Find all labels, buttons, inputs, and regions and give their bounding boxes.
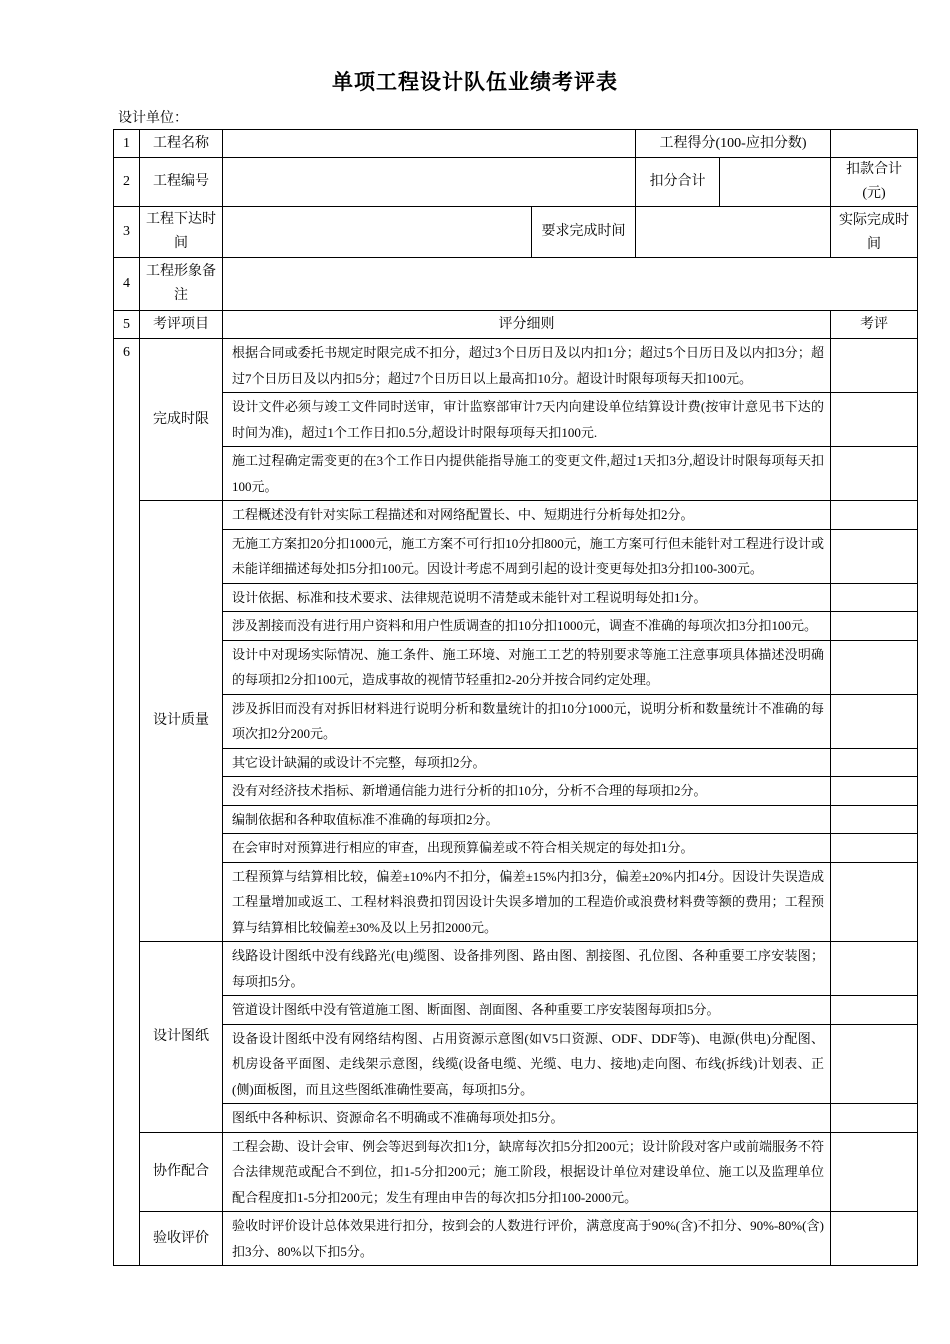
eval-score-cell[interactable] — [831, 612, 918, 641]
required-time-label: 要求完成时间 — [532, 207, 636, 258]
rule-row — [114, 1104, 918, 1133]
actual-time-label: 实际完成时间 — [831, 207, 918, 258]
rule-text: 无施工方案扣20分扣1000元，施工方案不可行扣10分扣800元，施工方案可行但未能针对工程进行设计或未能详细描述每处扣5分扣100元。因设计考虑不周到引起的设计变更每处扣3分扣100-300元。 — [223, 529, 831, 583]
project-code-value[interactable] — [223, 158, 636, 207]
eval-score-cell[interactable] — [831, 942, 918, 996]
rule-text: 设计文件必须与竣工文件同时送审，审计监察部审计7天内向建设单位结算设计费(按审计意见书下达的时间为准)，超过1个工作日扣0.5分,超设计时限每项每天扣100元. — [223, 393, 831, 447]
rule-row — [114, 834, 918, 863]
rule-text: 没有对经济技术指标、新增通信能力进行分析的扣10分，分析不合理的每项扣2分。 — [223, 777, 831, 806]
rule-row — [114, 501, 918, 530]
issue-time-label: 工程下达时间 — [140, 207, 223, 258]
row-number: 1 — [114, 130, 140, 158]
image-note-value[interactable] — [223, 258, 918, 311]
eval-score-cell[interactable] — [831, 1132, 918, 1212]
eval-score-cell[interactable] — [831, 1024, 918, 1104]
rule-row — [114, 447, 918, 501]
eval-header: 考评 — [831, 311, 918, 339]
image-note-label: 工程形象备注 — [140, 258, 223, 311]
design-unit-label: 设计单位： — [118, 111, 188, 126]
deduct-total-value[interactable] — [720, 158, 831, 207]
rule-text: 工程预算与结算相比较，偏差±10%内不扣分，偏差±15%内扣3分，偏差±20%内扣4分。因设计失误造成工程量增加或返工、工程材料浪费扣罚因设计失误多增加的工程造价或浪费材料费等额的费用；工程预算与结算相比较偏差±30%及以上另扣2000元。 — [223, 862, 831, 942]
rule-row — [114, 942, 918, 996]
rule-text: 工程会勘、设计会审、例会等迟到每次扣1分，缺席每次扣5分扣200元；设计阶段对客户或前端服务不符合法律规范或配合不到位，扣1-5分扣200元；施工阶段，根据设计单位对建设单位、施工以及监理单位配合程度扣1-5分扣200元；发生有理由申告的每次扣5分扣100-2000元。 — [223, 1132, 831, 1212]
rule-row — [114, 583, 918, 612]
project-score-value[interactable] — [831, 130, 918, 158]
eval-item-header: 考评项目 — [140, 311, 223, 339]
rule-text: 设备设计图纸中没有网络结构图、占用资源示意图(如V5口资源、ODF、DDF等)、电源(供电)分配图、机房设备平面图、走线架示意图，线缆(设备电缆、光缆、电力、接地)走向图、布线(拆线)计划表、正(侧)面板图，而且这些图纸准确性要高，每项扣5分。 — [223, 1024, 831, 1104]
eval-score-cell[interactable] — [831, 583, 918, 612]
row-number: 5 — [114, 311, 140, 339]
rule-text: 工程概述没有针对实际工程描述和对网络配置长、中、短期进行分析每处扣2分。 — [223, 501, 831, 530]
section-name: 设计质量 — [140, 501, 223, 942]
row-number: 3 — [114, 207, 140, 258]
evaluation-table — [113, 129, 918, 1266]
fine-total-label: 扣款合计(元) — [831, 158, 918, 207]
required-time-value[interactable] — [636, 207, 831, 258]
project-code-label: 工程编号 — [140, 158, 223, 207]
eval-score-cell[interactable] — [831, 1212, 918, 1266]
eval-score-cell[interactable] — [831, 501, 918, 530]
rule-text: 设计中对现场实际情况、施工条件、施工环境、对施工工艺的特别要求等施工注意事项具体描述没明确的每项扣2分扣100元，造成事故的视情节轻重扣2-20分并按合同约定处理。 — [223, 640, 831, 694]
project-score-label: 工程得分(100-应扣分数) — [636, 130, 831, 158]
rule-row — [114, 529, 918, 583]
rule-text: 施工过程确定需变更的在3个工作日内提供能指导施工的变更文件,超过1天扣3分,超设计时限每项每天扣100元。 — [223, 447, 831, 501]
section-name: 完成时限 — [140, 339, 223, 501]
eval-score-cell[interactable] — [831, 447, 918, 501]
rule-row — [114, 640, 918, 694]
row-number: 2 — [114, 158, 140, 207]
section-name: 设计图纸 — [140, 942, 223, 1133]
rule-row — [114, 748, 918, 777]
eval-score-cell[interactable] — [831, 694, 918, 748]
rule-text: 线路设计图纸中没有线路光(电)缆图、设备排列图、路由图、割接图、孔位图、各种重要工序安装图；每项扣5分。 — [223, 942, 831, 996]
rule-text: 管道设计图纸中没有管道施工图、断面图、剖面图、各种重要工序安装图每项扣5分。 — [223, 996, 831, 1025]
eval-score-cell[interactable] — [831, 834, 918, 863]
rule-text: 其它设计缺漏的或设计不完整，每项扣2分。 — [223, 748, 831, 777]
rule-text: 在会审时对预算进行相应的审查，出现预算偏差或不符合相关规定的每处扣1分。 — [223, 834, 831, 863]
eval-score-cell[interactable] — [831, 640, 918, 694]
eval-score-cell[interactable] — [831, 339, 918, 393]
page-title: 单项工程设计队伍业绩考评表 — [332, 70, 618, 94]
rule-row — [114, 393, 918, 447]
rule-text: 编制依据和各种取值标准不准确的每项扣2分。 — [223, 805, 831, 834]
project-name-label: 工程名称 — [140, 130, 223, 158]
rule-row — [114, 805, 918, 834]
issue-time-value[interactable] — [223, 207, 532, 258]
project-name-value[interactable] — [223, 130, 636, 158]
rule-row — [114, 862, 918, 942]
rule-text: 设计依据、标准和技术要求、法律规范说明不清楚或未能针对工程说明每处扣1分。 — [223, 583, 831, 612]
rule-text: 图纸中各种标识、资源命名不明确或不准确每项处扣5分。 — [223, 1104, 831, 1133]
section-name: 验收评价 — [140, 1212, 223, 1266]
section-name: 协作配合 — [140, 1132, 223, 1212]
rule-text: 验收时评价设计总体效果进行扣分，按到会的人数进行评价，满意度高于90%(含)不扣分、90%-80%(含)扣3分、80%以下扣5分。 — [223, 1212, 831, 1266]
eval-score-cell[interactable] — [831, 862, 918, 942]
rule-header: 评分细则 — [223, 311, 831, 339]
rule-text: 根据合同或委托书规定时限完成不扣分，超过3个日历日及以内扣1分；超过5个日历日及以内扣3分；超过7个日历日及以内扣5分；超过7个日历日以上最高扣10分。超设计时限每项每天扣100元。 — [223, 339, 831, 393]
rule-row — [114, 339, 918, 393]
eval-score-cell[interactable] — [831, 805, 918, 834]
eval-score-cell[interactable] — [831, 996, 918, 1025]
rule-row — [114, 694, 918, 748]
deduct-total-label: 扣分合计 — [636, 158, 720, 207]
row-number: 6 — [114, 339, 140, 1266]
rule-row — [114, 996, 918, 1025]
eval-score-cell[interactable] — [831, 1104, 918, 1133]
rule-row — [114, 612, 918, 641]
rule-row — [114, 777, 918, 806]
rule-row — [114, 1132, 918, 1212]
rule-row — [114, 1024, 918, 1104]
rule-text: 涉及拆旧而没有对拆旧材料进行说明分析和数量统计的扣10分1000元，说明分析和数量统计不准确的每项次扣2分200元。 — [223, 694, 831, 748]
rule-text: 涉及割接而没有进行用户资料和用户性质调查的扣10分扣1000元，调查不准确的每项次扣3分扣100元。 — [223, 612, 831, 641]
eval-score-cell[interactable] — [831, 748, 918, 777]
eval-score-cell[interactable] — [831, 529, 918, 583]
row-number: 4 — [114, 258, 140, 311]
rule-row — [114, 1212, 918, 1266]
eval-score-cell[interactable] — [831, 393, 918, 447]
eval-score-cell[interactable] — [831, 777, 918, 806]
